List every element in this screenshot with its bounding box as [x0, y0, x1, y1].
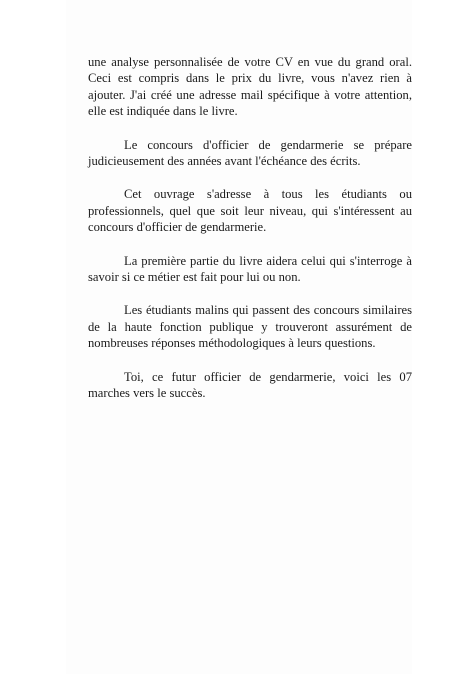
paragraph-first-part: La première partie du livre aidera celui qui s'interroge à savoir si ce métier est fait pour lui ou non. — [88, 253, 412, 285]
paragraph-preparation: Le concours d'officier de gendarmerie se prépare judicieusement des années avant l'échéance des écrits. — [88, 137, 412, 169]
paragraph-cv-analysis: une analyse personnalisée de votre CV en vue du grand oral. Ceci est compris dans le prix du livre, vous n'avez rien à ajouter. J'ai créé une adresse mail spécifique à votre attention, elle est indiquée dans le livre. — [88, 55, 412, 119]
paragraph-other-students: Les étudiants malins qui passent des concours similaires de la haute fonction publique y trouveront assurément de nombreuses réponses méthodologiques à leurs questions. — [88, 303, 412, 351]
paragraph-audience: Cet ouvrage s'adresse à tous les étudiants ou professionnels, quel que soit leur niveau, qui s'intéressent au concours d'officier de gendarmerie. — [88, 187, 412, 235]
paragraph-conclusion: Toi, ce futur officier de gendarmerie, voici les 07 marches vers le succès. — [88, 369, 412, 401]
document-body — [88, 54, 412, 419]
